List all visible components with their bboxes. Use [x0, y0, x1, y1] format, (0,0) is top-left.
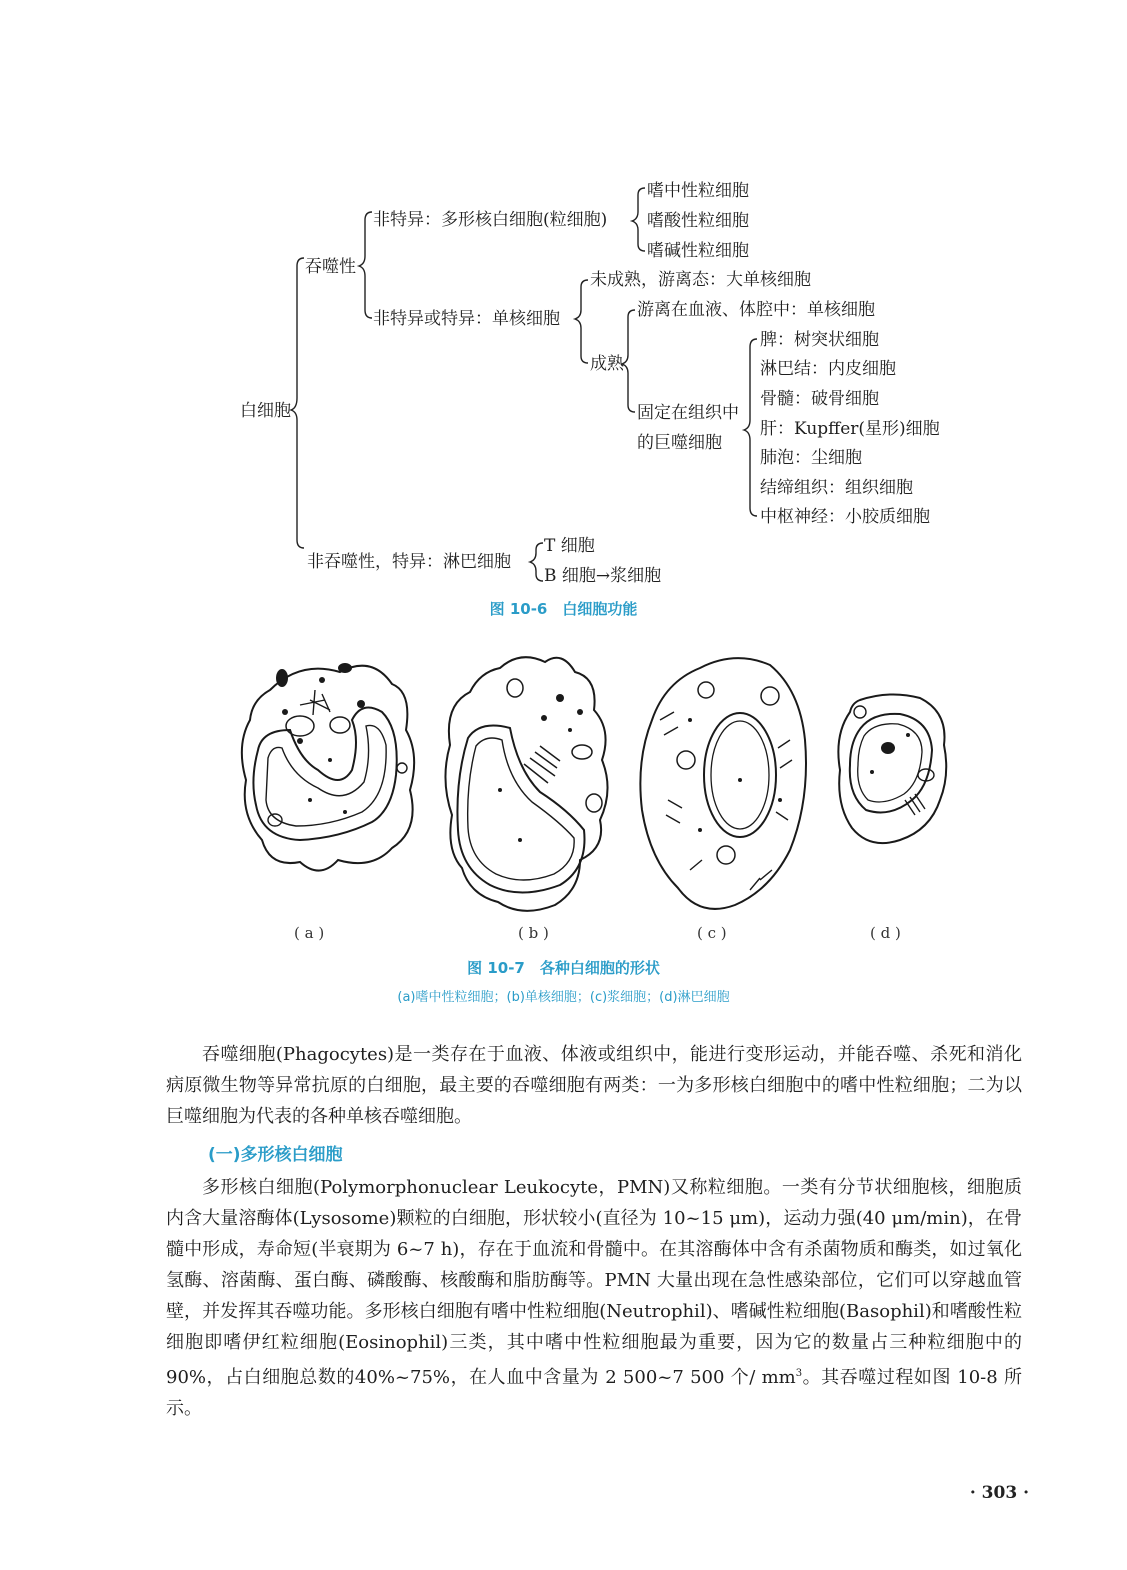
plasma-cell-drawing [640, 658, 806, 909]
tree-fixed-line2: 的巨噬细胞 [637, 433, 722, 453]
tree-immature: 未成熟，游离态：大单核细胞 [590, 270, 811, 290]
lymphocyte-drawing [838, 694, 946, 843]
tree-tissue-item: 肺泡：尘细胞 [760, 448, 862, 468]
tree-basophil: 嗜碱性粒细胞 [647, 241, 749, 261]
figure-10-7-caption: (a)嗜中性粒细胞；(b)单核细胞；(c)浆细胞；(d)淋巴细胞 [397, 990, 730, 1005]
panel-label-d: ( d ) [870, 924, 901, 942]
monocyte-drawing [445, 657, 607, 911]
paragraph-text [166, 1172, 1022, 1424]
panel-label-b: ( b ) [518, 924, 549, 942]
panel-label-c: ( c ) [697, 924, 727, 942]
tree-neutrophil: 嗜中性粒细胞 [647, 181, 749, 201]
figure-10-7-title: 图 10-7 各种白细胞的形状 [467, 959, 660, 977]
tree-tissue-item: 淋巴结：内皮细胞 [760, 359, 896, 379]
tree-tissue-item: 结缔组织：组织细胞 [760, 478, 913, 498]
tree-eosinophil: 嗜酸性粒细胞 [647, 211, 749, 231]
tree-tissue-item: 骨髓：破骨细胞 [760, 389, 879, 409]
paragraph-phagocytes [166, 1039, 1022, 1132]
page-number: · 303 · [969, 1483, 1029, 1503]
tree-free-monocyte: 游离在血液、体腔中：单核细胞 [637, 300, 875, 320]
tree-mature: 成熟 [590, 354, 624, 374]
figure-10-6-title: 图 10-6 白细胞功能 [489, 600, 638, 618]
tree-nonphagocytic: 非吞噬性，特异：淋巴细胞 [307, 552, 511, 572]
panel-label-a: ( a ) [294, 924, 325, 942]
tree-fixed-line1: 固定在组织中 [637, 403, 739, 423]
tree-phagocytic: 吞噬性 [305, 257, 356, 277]
paragraph-end: 。其吞噬过程如图 10-8 所示。 [166, 1367, 1022, 1419]
superscript: 3 [795, 1368, 803, 1379]
neutrophil-drawing [242, 666, 414, 871]
tree-t-cell: T 细胞 [544, 536, 595, 556]
tree-mononuclear: 非特异或特异：单核细胞 [373, 309, 560, 329]
paragraph-pmn [166, 1172, 1022, 1424]
tree-tissue-item: 中枢神经：小胶质细胞 [760, 507, 930, 527]
tree-tissue-item: 脾：树突状细胞 [760, 330, 879, 350]
tree-nonspecific-pmn: 非特异：多形核白细胞(粒细胞) [373, 210, 608, 230]
paragraph-main: 多形核白细胞(Polymorphonuclear Leukocyte，PMN)又称粒细胞。一类有分节状细胞核，细胞质内含大量溶酶体(Lysosome)颗粒的白细胞，形状较小(直径为 10~15 μm)，运动力强(40 μm/min)，在骨髓中形成，寿命短(半衰期为 6~7 h)，存在于血流和骨髓中。在其溶酶体中含有杀菌物质和酶类，如过氧化氢酶、溶菌酶、蛋白酶、磷酸酶、核酸酶和脂肪酶等。PMN 大量出现在急性感染部位，它们可以穿越血管壁，并发挥其吞噬功能。多形核白细胞有嗜中性粒细胞(Neutrophil)、嗜碱性粒细胞(Basophil)和嗜酸性粒细胞即嗜伊红粒细胞(Eosinophil)三类，其中嗜中性粒细胞最为重要，因为它的数量占三种粒细胞中的90%，占白细胞总数的40%~75%，在人血中含量为 2 500~7 500 个/ mm [166, 1177, 1022, 1388]
tree-b-cell: B 细胞→浆细胞 [544, 566, 662, 586]
paragraph-text: 吞噬细胞(Phagocytes)是一类存在于血液、体液或组织中，能进行变形运动，并能吞噬、杀死和消化病原微生物等异常抗原的白细胞，最主要的吞噬细胞有两类：一为多形核白细胞中的嗜中性粒细胞；二为以巨噬细胞为代表的各种单核吞噬细胞。 [166, 1044, 1022, 1127]
tree-root: 白细胞 [240, 401, 291, 421]
tree-tissue-item: 肝：Kupffer(星形)细胞 [760, 419, 940, 439]
section-heading: (一)多形核白细胞 [208, 1145, 343, 1165]
